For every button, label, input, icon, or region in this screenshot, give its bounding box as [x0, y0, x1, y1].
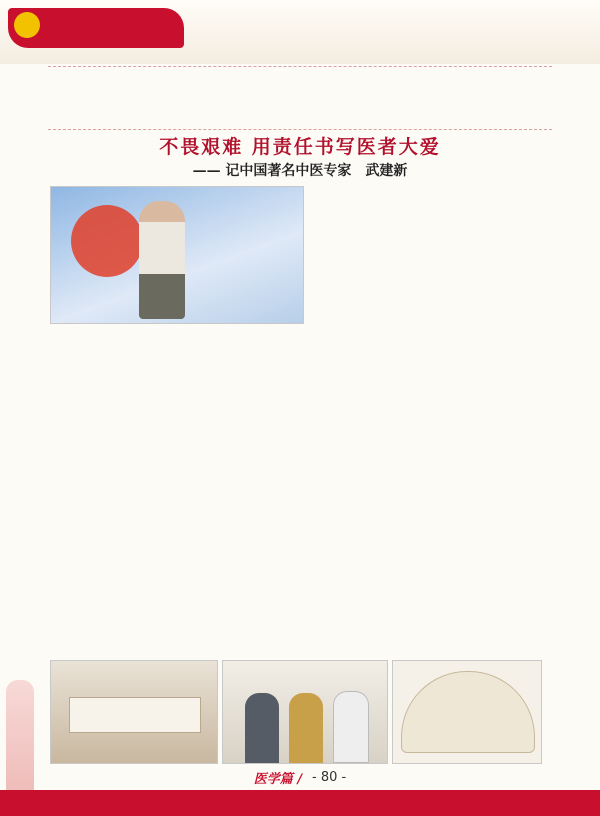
calligraphy-group-photo	[50, 660, 218, 764]
emblem-icon	[14, 12, 40, 38]
editor-intro-area	[48, 66, 552, 130]
person-figure	[333, 691, 369, 763]
article-subtitle: —— 记中国著名中医专家 武建新	[192, 163, 408, 179]
person-figure	[245, 693, 279, 763]
left-column-text-a	[50, 326, 302, 466]
page-footer	[0, 766, 600, 788]
footer-section-label: 医学篇 /	[253, 771, 303, 787]
calligraphy-scroll	[69, 697, 201, 733]
right-column-text	[314, 186, 554, 646]
person-figure	[139, 201, 185, 319]
fan-caption	[546, 664, 562, 762]
person-figure	[289, 693, 323, 763]
calligraphy-fan-photo	[392, 660, 542, 764]
footer-band	[0, 790, 600, 816]
channel-logo-icon	[71, 205, 143, 277]
tv-studio-photo	[50, 186, 304, 324]
header-banner	[0, 0, 600, 64]
fan-artwork	[401, 671, 535, 753]
left-column-text-b	[50, 472, 302, 652]
group-portrait-photo	[222, 660, 388, 764]
article-title: 不畏艰难 用责任书写医者大爱	[159, 136, 441, 158]
page-number: - 80 -	[312, 769, 347, 785]
